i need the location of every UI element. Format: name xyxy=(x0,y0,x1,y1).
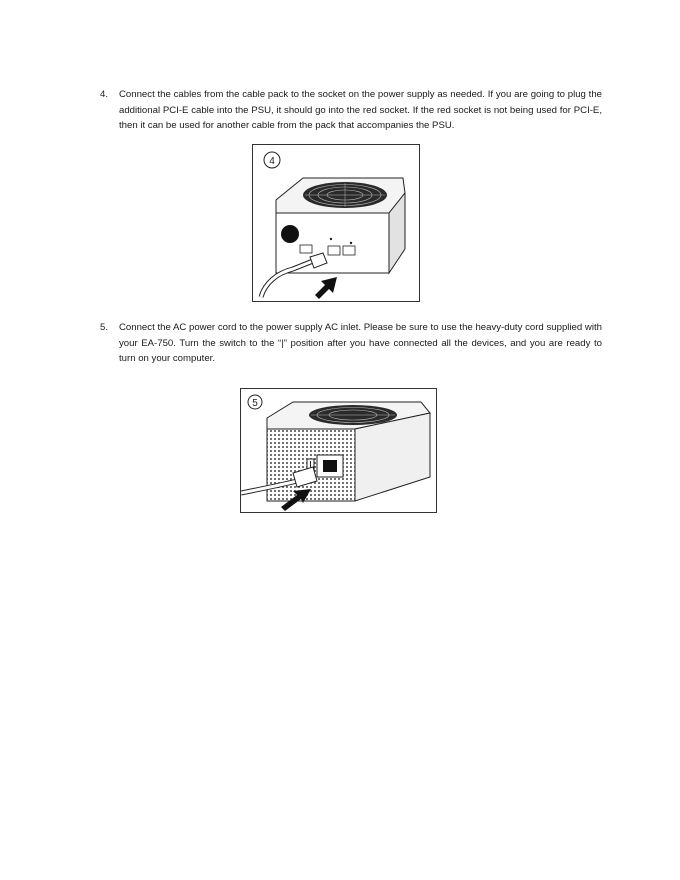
figure-number: 5 xyxy=(252,398,258,409)
step-instructions: Connect the cables from the cable pack to the socket on the power supply as needed. If you are going to plug the additional PCI-E cable into the PSU, it should go into the red socket. If the red socket is not being used for PCI-E, then it can be used for another cable from the pack that accompanies the PSU. xyxy=(119,89,602,131)
ac-power-cord-illustration xyxy=(240,388,437,513)
step-instructions: Connect the AC power cord to the power supply AC inlet. Please be sure to use the heavy-duty cord supplied with your EA-750. Turn the switch to the “|” position after you have connected all the devices, and you are ready to turn on your computer. xyxy=(119,322,602,364)
step-number: 4. xyxy=(100,89,109,100)
figure-number: 4 xyxy=(269,156,275,167)
step-5 xyxy=(100,320,602,367)
modular-cable-illustration xyxy=(252,144,420,302)
step-number: 5. xyxy=(100,322,109,333)
step-4 xyxy=(100,87,602,134)
